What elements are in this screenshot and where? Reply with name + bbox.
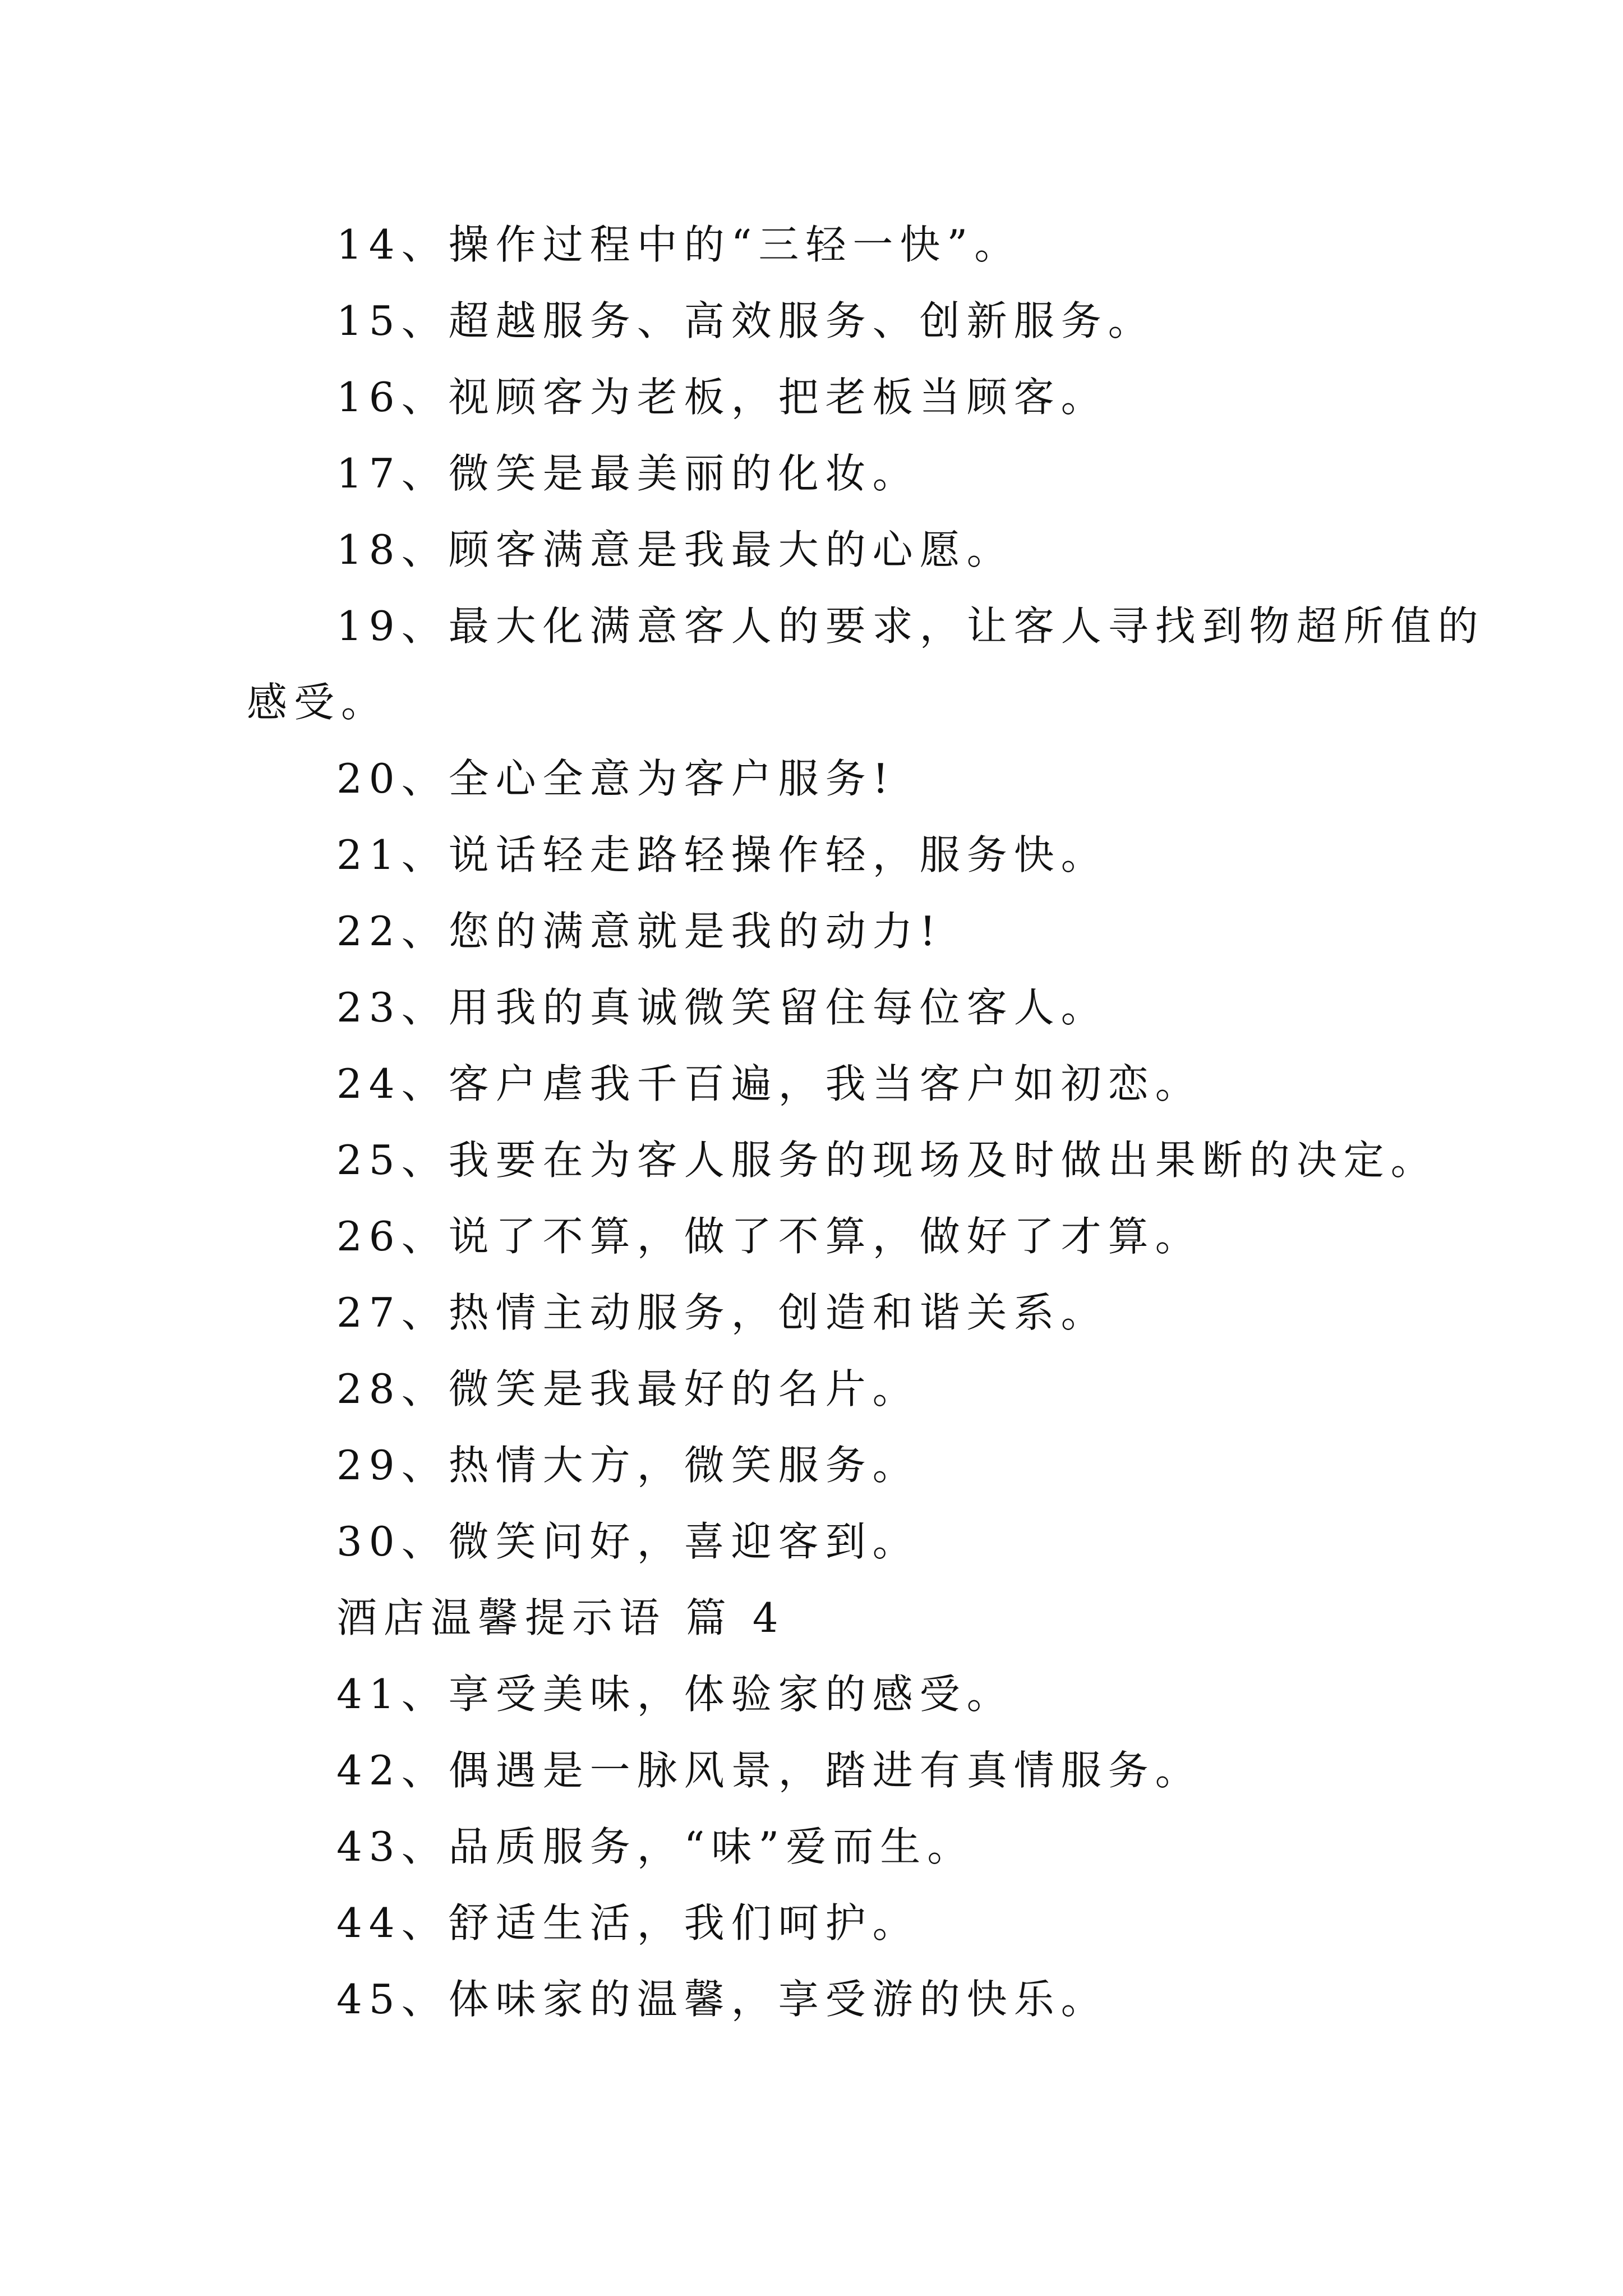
- list-item: 43、品质服务，“味”爱而生。: [336, 1823, 975, 1870]
- list-item: 41、享受美味，体验家的感受。: [336, 1671, 1014, 1718]
- list-item: 29、热情大方，微笑服务。: [336, 1442, 920, 1489]
- list-item: 26、说了不算，做了不算，做好了才算。: [336, 1213, 1202, 1260]
- list-item: 42、偶遇是一脉风景，踏进有真情服务。: [336, 1747, 1202, 1794]
- list-item: 27、热情主动服务，创造和谐关系。: [336, 1289, 1108, 1336]
- section-heading: 酒店温馨提示语 篇 4: [336, 1594, 785, 1641]
- list-item: 28、微笑是我最好的名片。: [336, 1365, 920, 1412]
- list-item: 20、全心全意为客户服务!: [336, 755, 896, 802]
- list-item: 30、微笑问好，喜迎客到。: [336, 1518, 920, 1565]
- list-item: 14、操作过程中的“三轻一快”。: [336, 221, 1022, 268]
- list-item: 16、视顾客为老板，把老板当顾客。: [336, 374, 1108, 421]
- list-item: 24、客户虐我千百遍，我当客户如初恋。: [336, 1060, 1202, 1107]
- list-item: 15、超越服务、高效服务、创新服务。: [336, 297, 1155, 344]
- list-item: 18、顾客满意是我最大的心愿。: [336, 526, 1014, 573]
- list-item: 22、您的满意就是我的动力!: [336, 908, 943, 955]
- list-item: 21、说话轻走路轻操作轻，服务快。: [336, 831, 1108, 878]
- list-item: 44、舒适生活，我们呵护。: [336, 1899, 920, 1947]
- list-item-continuation: 感受。: [247, 679, 389, 726]
- list-item: 19、最大化满意客人的要求，让客人寻找到物超所值的: [336, 602, 1485, 650]
- list-item: 17、微笑是最美丽的化妆。: [336, 450, 920, 497]
- list-item: 45、体味家的温馨，享受游的快乐。: [336, 1976, 1108, 2023]
- list-item: 25、我要在为客人服务的现场及时做出果断的决定。: [336, 1137, 1438, 1184]
- list-item: 23、用我的真诚微笑留住每位客人。: [336, 984, 1108, 1031]
- document-body: [247, 206, 1485, 2037]
